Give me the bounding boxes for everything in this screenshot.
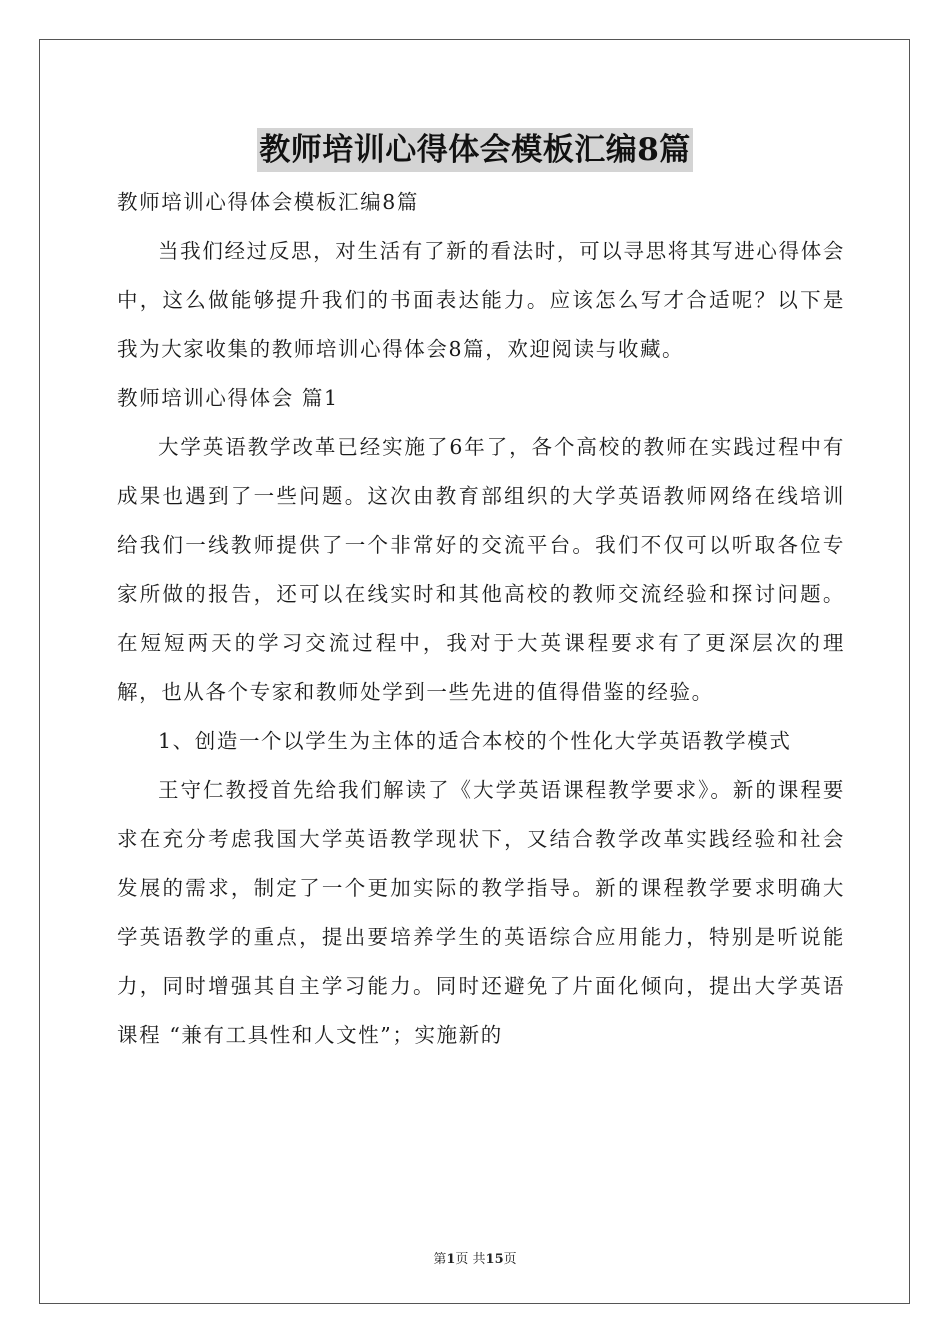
document-body <box>117 178 845 1060</box>
document-subtitle: 教师培训心得体会模板汇编8篇 <box>117 190 419 214</box>
numbered-point: 1、创造一个以学生为主体的适合本校的个性化大学英语教学模式 <box>158 729 792 753</box>
document-title: 教师培训心得体会模板汇编8篇 <box>257 128 693 172</box>
title-container <box>0 128 950 172</box>
body-paragraph: 大学英语教学改革已经实施了6年了，各个高校的教师在实践过程中有成果也遇到了一些问题。这次由教育部组织的大学英语教师网络在线培训给我们一线教师提供了一个非常好的交流平台。我们不仅可以听取各位专家所做的报告，还可以在线实时和其他高校的教师交流经验和探讨问题。在短短两天的学习交流过程中，我对于大英课程要求有了更深层次的理解，也从各个专家和教师处学到一些先进的值得借鉴的经验。 <box>117 435 845 704</box>
page-middle: 页 共 <box>455 1252 486 1267</box>
page-suffix: 页 <box>503 1252 517 1267</box>
intro-paragraph: 当我们经过反思，对生活有了新的看法时，可以寻思将其写进心得体会中，这么做能够提升我们的书面表达能力。应该怎么写才合适呢？以下是我为大家收集的教师培训心得体会8篇，欢迎阅读与收藏。 <box>117 239 845 361</box>
page-current-number: 1 <box>446 1252 456 1267</box>
page-total-number: 15 <box>485 1252 504 1267</box>
page-prefix: 第 <box>433 1252 447 1267</box>
body-paragraph: 王守仁教授首先给我们解读了《大学英语课程教学要求》。新的课程要求在充分考虑我国大学英语教学现状下，又结合教学改革实践经验和社会发展的需求，制定了一个更加实际的教学指导。新的课程教学要求明确大学英语教学的重点，提出要培养学生的英语综合应用能力，特别是听说能力，同时增强其自主学习能力。同时还避免了片面化倾向，提出大学英语课程 “兼有工具性和人文性”；实施新的 <box>117 778 845 1047</box>
section-heading: 教师培训心得体会 篇1 <box>117 386 339 410</box>
page-footer <box>0 1248 950 1267</box>
